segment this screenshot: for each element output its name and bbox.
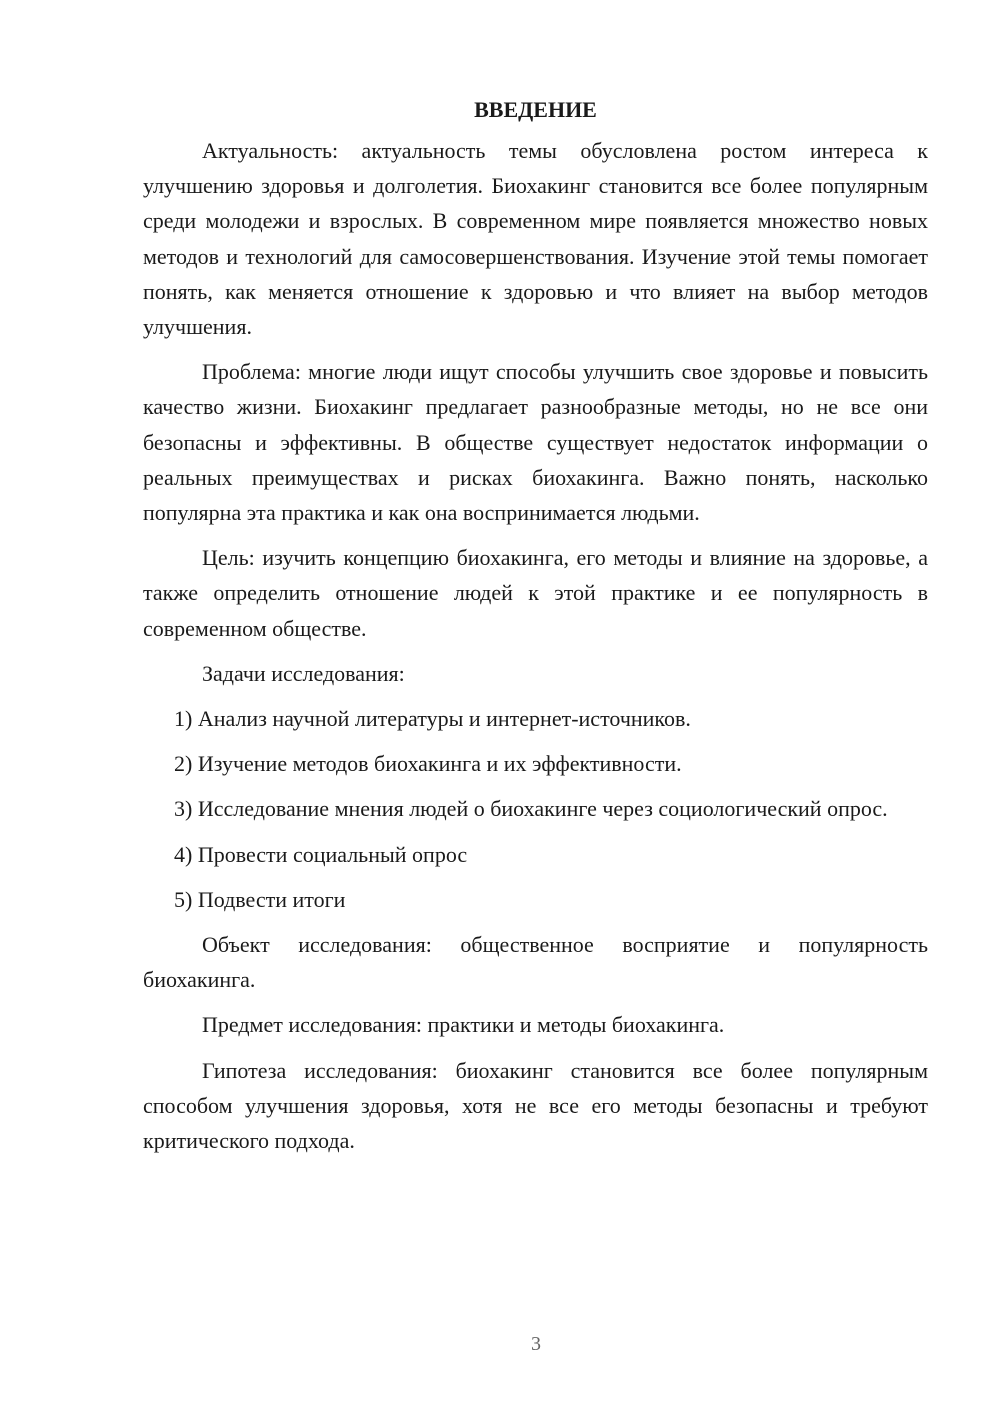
- page-number: 3: [531, 1333, 541, 1355]
- document-page: [143, 92, 928, 1168]
- object-paragraph: Объект исследования: общественное восприятие и популярность биохакинга.: [143, 932, 928, 993]
- relevance-paragraph: Актуальность: актуальность темы обусловлена ростом интереса к улучшению здоровья и долголетия. Биохакинг становится все более популярным среди молодежи и взрослых. В современном мире появляется множество новых методов и технологий для самосовершенствования. Изучение этой темы помогает понять, как меняется отношение к здоровью и что влияет на выбор методов улучшения.: [143, 138, 928, 340]
- task-item-5: 5) Подвести итоги: [174, 886, 346, 912]
- tasks-heading: Задачи исследования:: [202, 660, 405, 686]
- task-item-3: 3) Исследование мнения людей о биохакинге через социологический опрос.: [174, 796, 888, 822]
- hypothesis-paragraph: Гипотеза исследования: биохакинг становится все более популярным способом улучшения здоровья, хотя не все его методы безопасны и требуют критического подхода.: [143, 1057, 928, 1154]
- task-item-4: 4) Провести социальный опрос: [174, 841, 468, 867]
- task-item-1: 1) Анализ научной литературы и интернет-источников.: [174, 706, 691, 732]
- page-title: ВВЕДЕНИЕ: [474, 97, 597, 122]
- problem-paragraph: Проблема: многие люди ищут способы улучшить свое здоровье и повысить качество жизни. Биохакинг предлагает разнообразные методы, но не все они безопасны и эффективны. В обществе существует недостаток информации о реальных преимуществах и рисках биохакинга. Важно понять, насколько популярна эта практика и как она воспринимается людьми.: [143, 359, 928, 526]
- subject-paragraph: Предмет исследования: практики и методы биохакинга.: [202, 1012, 725, 1038]
- task-item-2: 2) Изучение методов биохакинга и их эффективности.: [174, 751, 682, 777]
- goal-paragraph: Цель: изучить концепцию биохакинга, его методы и влияние на здоровье, а также определить отношение людей к этой практике и ее популярность в современном обществе.: [143, 545, 928, 641]
